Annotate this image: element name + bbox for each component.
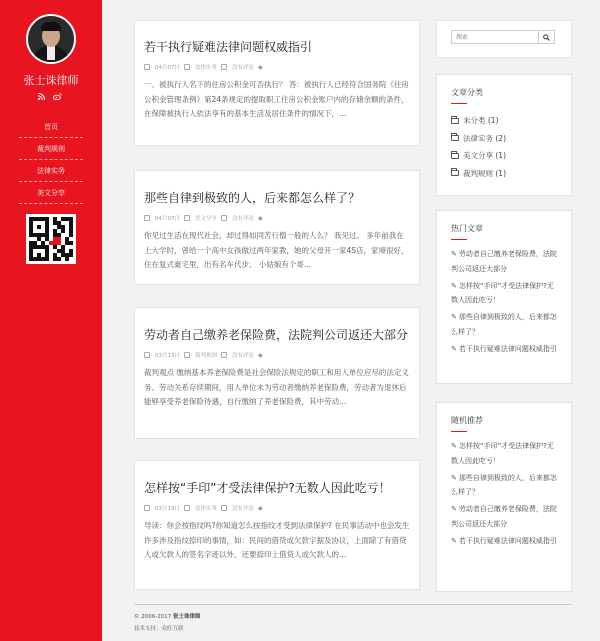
rss-icon[interactable]: [38, 93, 45, 102]
pencil-icon: ✎: [451, 442, 457, 450]
folder-icon: [184, 215, 190, 221]
weibo-icon[interactable]: [53, 93, 62, 102]
post-meta: [144, 504, 410, 512]
folder-icon: [184, 352, 190, 358]
list-item[interactable]: ✎ 那些自律到极致的人，后来都怎么样了？: [451, 471, 557, 500]
footer-divider: [134, 604, 572, 605]
search-button[interactable]: [539, 30, 555, 44]
footer-copyright: © 2006-2017: [134, 614, 172, 620]
post-category[interactable]: 美文分享: [195, 216, 218, 222]
post-title[interactable]: 若干执行疑难法律问题权威指引: [144, 40, 313, 54]
social-links: [38, 93, 62, 102]
site-name[interactable]: 张士诛律师: [23, 74, 79, 87]
nav-home[interactable]: 首页: [19, 116, 83, 138]
nav-legal-practice[interactable]: 法律实务: [19, 160, 83, 182]
calendar-icon: [144, 64, 150, 70]
folder-icon: [451, 153, 459, 159]
qr-code: [26, 214, 76, 264]
list-item[interactable]: ✎ 怎样按“手印”才受法律保护?无数人因此吃亏！: [451, 439, 557, 468]
random-posts-widget: [436, 402, 572, 592]
footer-site-link[interactable]: 张士诛律师: [172, 614, 201, 620]
tag-icon: ◆: [258, 504, 263, 512]
search-input[interactable]: [451, 30, 539, 44]
calendar-icon: [144, 215, 150, 221]
post-title[interactable]: 劳动者自己缴养老保险费，法院判公司返还大部分: [144, 328, 409, 342]
list-item[interactable]: ✎ 劳动者自己缴养老保险费，法院判公司返还大部分: [451, 247, 557, 276]
main-nav: [19, 116, 83, 204]
post-date: 04月07日: [155, 216, 180, 222]
list-item[interactable]: ✎ 若干执行疑难法律问题权威指引: [451, 342, 557, 357]
comment-icon: [221, 215, 227, 221]
list-item[interactable]: ✎ 怎样按“手印”才受法律保护?无数人因此吃亏！: [451, 279, 557, 308]
comment-icon: [221, 505, 227, 511]
widget-title: 热门文章: [451, 223, 557, 240]
post-comments[interactable]: 没有评论: [232, 65, 255, 71]
post-card: [134, 460, 420, 590]
post-comments[interactable]: 没有评论: [232, 353, 255, 359]
pencil-icon: ✎: [451, 536, 457, 545]
hot-posts-widget: [436, 210, 572, 384]
category-item[interactable]: 法律实务 (2): [451, 130, 557, 148]
footer: [134, 611, 201, 635]
tag-icon: ◆: [258, 351, 263, 359]
post-date: 03月13日: [155, 506, 180, 512]
folder-icon: [184, 505, 190, 511]
tag-icon: ◆: [258, 214, 263, 222]
post-card: [134, 170, 420, 285]
post-meta: [144, 351, 410, 359]
category-item[interactable]: 裁判规则 (1): [451, 165, 557, 183]
pencil-icon: ✎: [451, 473, 457, 482]
post-card: [134, 307, 420, 439]
avatar[interactable]: [26, 14, 76, 64]
categories-widget: [436, 74, 572, 196]
post-comments[interactable]: 没有评论: [232, 216, 255, 222]
post-date: 03月13日: [155, 353, 180, 359]
post-title[interactable]: 怎样按“手印”才受法律保护?无数人因此吃亏！: [144, 481, 391, 495]
pencil-icon: ✎: [451, 250, 457, 258]
post-category[interactable]: 裁判规则: [195, 353, 218, 359]
list-item[interactable]: ✎ 那些自律到极致的人，后来都怎么样了？: [451, 310, 557, 339]
post-category[interactable]: 法律实务: [195, 65, 218, 71]
post-excerpt: 你见过生活在现代社会，却过得如同苦行僧一般的人么？ 我见过。 多年前我在上大学时，曾给一个高中女孩做过两年家教，她的父母开一家4S店，家境很好，住在复式豪宅里，出有名车代步。 小姑娘有个哥...: [144, 231, 409, 269]
comment-icon: [221, 352, 227, 358]
post-comments[interactable]: 没有评论: [232, 506, 255, 512]
folder-icon: [451, 135, 459, 141]
post-date: 04月07日: [155, 65, 180, 71]
pencil-icon: ✎: [451, 313, 457, 321]
nav-essays[interactable]: 美文分享: [19, 182, 83, 204]
category-item[interactable]: 未分类 (1): [451, 112, 557, 130]
post-card: [134, 20, 420, 146]
widget-title: 随机推荐: [451, 415, 557, 432]
pencil-icon: ✎: [451, 505, 457, 513]
tag-icon: ◆: [258, 63, 263, 71]
post-category[interactable]: 法律实务: [195, 506, 218, 512]
widget-title: 文章分类: [451, 87, 557, 104]
nav-judgment-rules[interactable]: 裁判规则: [19, 138, 83, 160]
post-meta: [144, 214, 410, 222]
list-item[interactable]: ✎ 若干执行疑难法律问题权威指引: [451, 534, 557, 549]
category-item[interactable]: 美文分享 (1): [451, 147, 557, 165]
post-meta: [144, 63, 410, 71]
post-excerpt: 一、被执行人名下的住房公积金可否执行？ 答：被执行人已经符合国务院《住房公积金管理条例》第24条规定的提取职工住房公积金账户内的存储余额的条件，在保障被执行人依法享有的基本生活及居住条件的情况下，...: [144, 80, 409, 118]
list-item[interactable]: ✎ 劳动者自己缴养老保险费，法院判公司返还大部分: [451, 502, 557, 531]
search-widget: [436, 20, 572, 58]
footer-support[interactable]: 技术支持：众旺互联: [134, 626, 184, 632]
folder-icon: [451, 170, 459, 176]
folder-icon: [184, 64, 190, 70]
comment-icon: [221, 64, 227, 70]
post-title[interactable]: 那些自律到极致的人，后来都怎么样了？: [144, 191, 361, 205]
post-excerpt: 导读：你会按指纹吗?你知道怎么按指纹才受到法律保护? 在民事活动中也会发生许多涉及指纹捺印的事情，如：民间的借贷或欠款字据及协议，上面除了有借贷人或欠款人的签名字迹以外，还要捺印上借贷人或欠款人的...: [144, 521, 410, 559]
left-sidebar: [0, 0, 102, 641]
pencil-icon: ✎: [451, 344, 457, 353]
search-icon: [543, 34, 550, 41]
folder-icon: [451, 118, 459, 124]
calendar-icon: [144, 505, 150, 511]
calendar-icon: [144, 352, 150, 358]
pencil-icon: ✎: [451, 281, 457, 290]
post-excerpt: 裁判观点 缴纳基本养老保险费是社会保险法规定的职工和用人单位应尽的法定义务。劳动关系存续期间，用人单位未为劳动者缴纳养老保险费，劳动者为退休后能够享受养老保险待遇，自行缴纳了养老保险费，其中劳动...: [144, 368, 409, 406]
